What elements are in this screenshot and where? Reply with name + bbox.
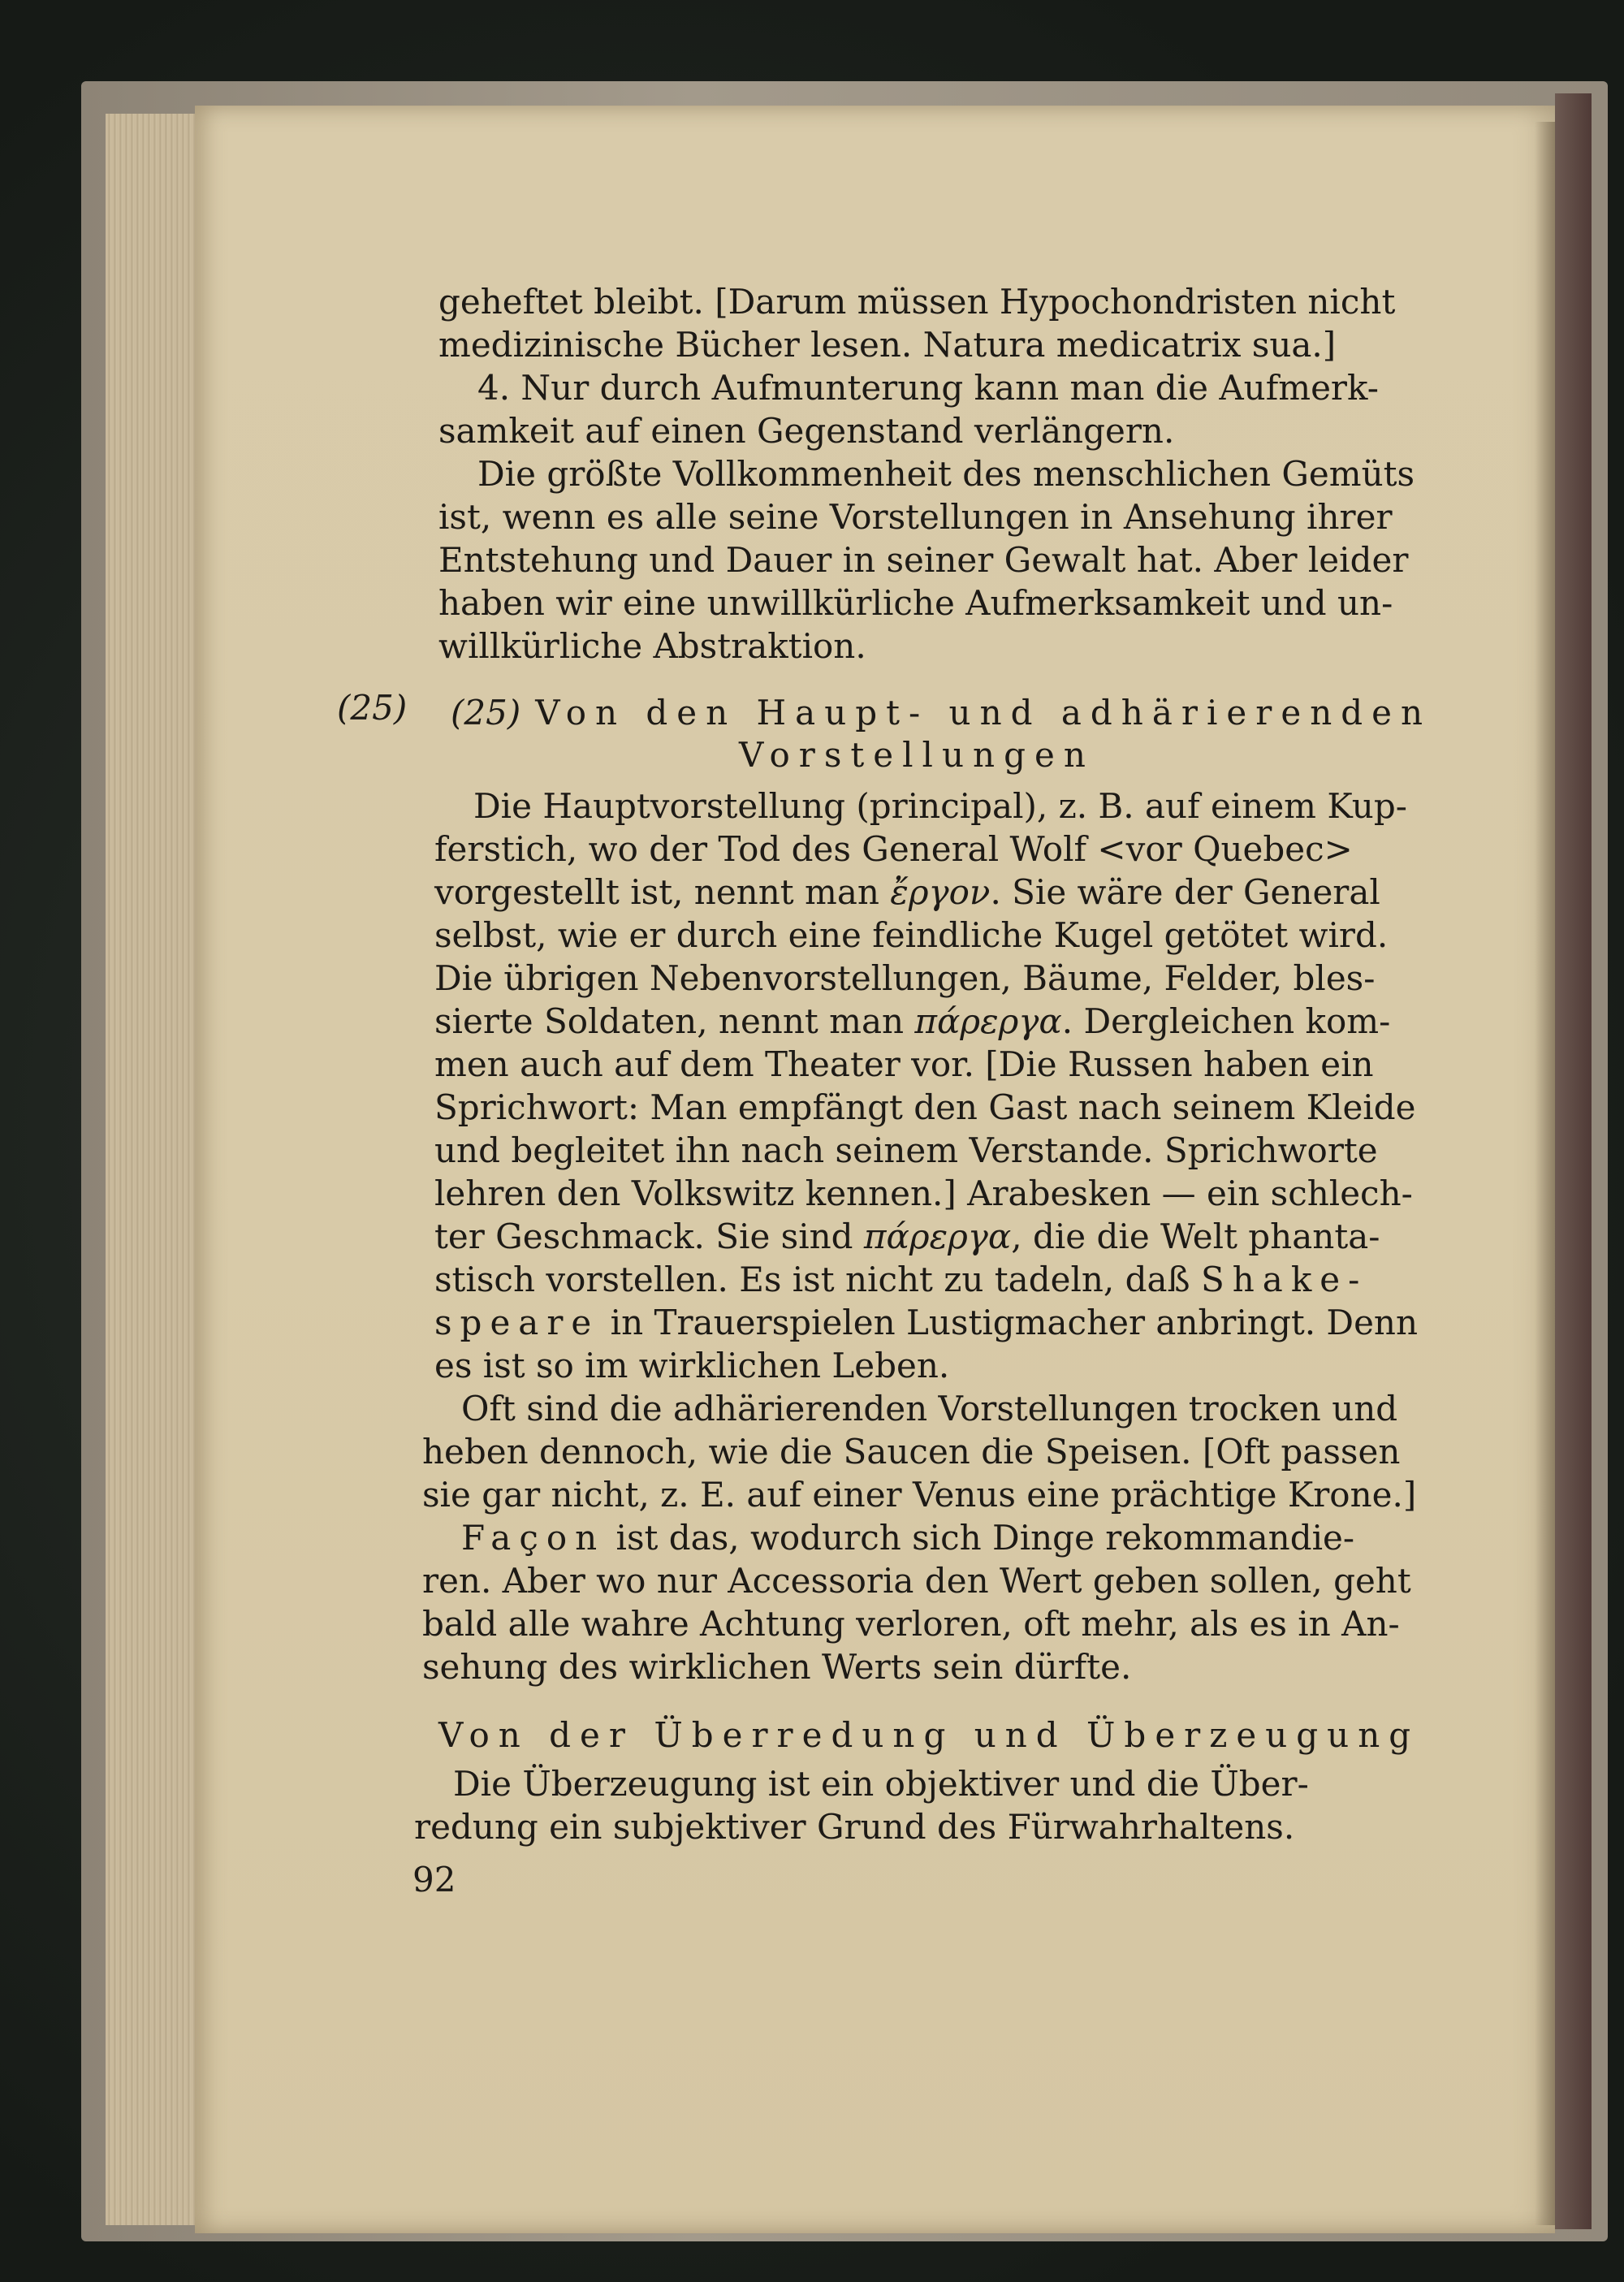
text-line: es ist so im wirklichen Leben. <box>434 1346 950 1385</box>
greek-term: ἔργον <box>890 872 991 912</box>
text-line: haben wir eine unwillkürliche Aufmerksamkeit und un- <box>438 583 1393 623</box>
text-line: medizinische Bücher lesen. Natura medicatrix sua.] <box>438 325 1337 365</box>
text-line: samkeit auf einen Gegenstand verlängern. <box>438 411 1175 451</box>
paragraph-block-3 <box>422 1387 1416 1688</box>
book-cover-edge <box>1555 93 1592 2229</box>
text-line: und begleitet ihn nach seinem Verstande. Sprichworte <box>434 1130 1378 1170</box>
greek-term: πάρεργα <box>863 1217 1012 1256</box>
section-title-line-2: Vorstellungen <box>739 735 1095 775</box>
text-run: . Sie wäre der General <box>990 872 1380 912</box>
section-heading <box>451 693 1432 733</box>
text-line <box>422 1516 1416 1559</box>
text-line <box>434 1301 1418 1344</box>
spaced-name: Shake- <box>1200 1260 1368 1299</box>
text-line: ferstich, wo der Tod des General Wolf <vor Quebec> <box>434 829 1353 869</box>
text-line: redung ein subjektiver Grund des Fürwahrhaltens. <box>414 1807 1295 1847</box>
text-line: bald alle wahre Achtung verloren, oft mehr, als es in An- <box>422 1604 1400 1644</box>
text-run: , die die Welt phanta- <box>1011 1217 1380 1256</box>
text-line: ist, wenn es alle seine Vorstellungen in Ansehung ihrer <box>438 497 1393 537</box>
paragraph-block-4 <box>414 1762 1309 1848</box>
text-line: Die Hauptvorstellung (principal), z. B. auf einem Kup- <box>473 786 1407 826</box>
text-run: sierte Soldaten, nennt man <box>434 1001 915 1041</box>
text-run: in Trauerspielen Lustigmacher anbringt. Denn <box>599 1303 1419 1342</box>
text-line: heben dennoch, wie die Saucen die Speisen. [Oft passen <box>422 1432 1401 1472</box>
text-line: Sprichwort: Man empfängt den Gast nach seinem Kleide <box>434 1087 1416 1127</box>
text-run: ter Geschmack. Sie sind <box>434 1217 864 1256</box>
margin-section-number: (25) <box>337 688 408 728</box>
text-line: sie gar nicht, z. E. auf einer Venus eine prächtige Krone.] <box>422 1475 1417 1515</box>
paragraph-block-2 <box>434 784 1418 1387</box>
section-number: (25) <box>451 693 521 733</box>
spaced-word: Façon <box>461 1518 606 1558</box>
text-line: Die Überzeugung ist ein objektiver und die Über- <box>453 1764 1309 1804</box>
text-line <box>434 1258 1418 1301</box>
text-run: ist das, wodurch sich Dinge rekommandie- <box>605 1518 1355 1558</box>
spaced-name: speare <box>434 1303 600 1342</box>
greek-term: πάρεργα <box>914 1001 1062 1041</box>
section-title-line-1: Von den Haupt- und adhärierenden <box>535 693 1432 733</box>
text-line: sehung des wirklichen Werts sein dürfte. <box>422 1647 1132 1687</box>
page-edges <box>106 114 203 2225</box>
text-run: . Dergleichen kom- <box>1061 1001 1391 1041</box>
text-line: Die übrigen Nebenvorstellungen, Bäume, Felder, bles- <box>434 958 1376 998</box>
text-run: vorgestellt ist, nennt man <box>434 872 891 912</box>
page-number: 92 <box>412 1860 456 1900</box>
text-run: stisch vorstellen. Es ist nicht zu tadeln, daß <box>434 1260 1201 1299</box>
text-line: men auch auf dem Theater vor. [Die Russen haben ein <box>434 1044 1374 1084</box>
section-heading-2: Von der Überredung und Überzeugung <box>438 1715 1420 1755</box>
text-line: Entstehung und Dauer in seiner Gewalt hat. Aber leider <box>438 540 1409 580</box>
text-line: Die größte Vollkommenheit des menschlichen Gemüts <box>477 454 1415 494</box>
text-line <box>434 1000 1418 1043</box>
page-gutter-shadow <box>1535 122 1555 2225</box>
text-line: 4. Nur durch Aufmunterung kann man die Aufmerk- <box>477 368 1379 408</box>
text-line: Oft sind die adhärierenden Vorstellungen trocken und <box>461 1389 1398 1428</box>
text-line: willkürliche Abstraktion. <box>438 626 866 666</box>
text-line: selbst, wie er durch eine feindliche Kugel getötet wird. <box>434 915 1389 955</box>
paragraph-block-1 <box>438 280 1415 668</box>
text-line: ren. Aber wo nur Accessoria den Wert geben sollen, geht <box>422 1561 1411 1601</box>
text-line: geheftet bleibt. [Darum müssen Hypochondristen nicht <box>438 282 1396 322</box>
text-line <box>434 1215 1418 1258</box>
text-line: lehren den Volkswitz kennen.] Arabesken — ein schlech- <box>434 1173 1413 1213</box>
text-line <box>434 871 1418 914</box>
